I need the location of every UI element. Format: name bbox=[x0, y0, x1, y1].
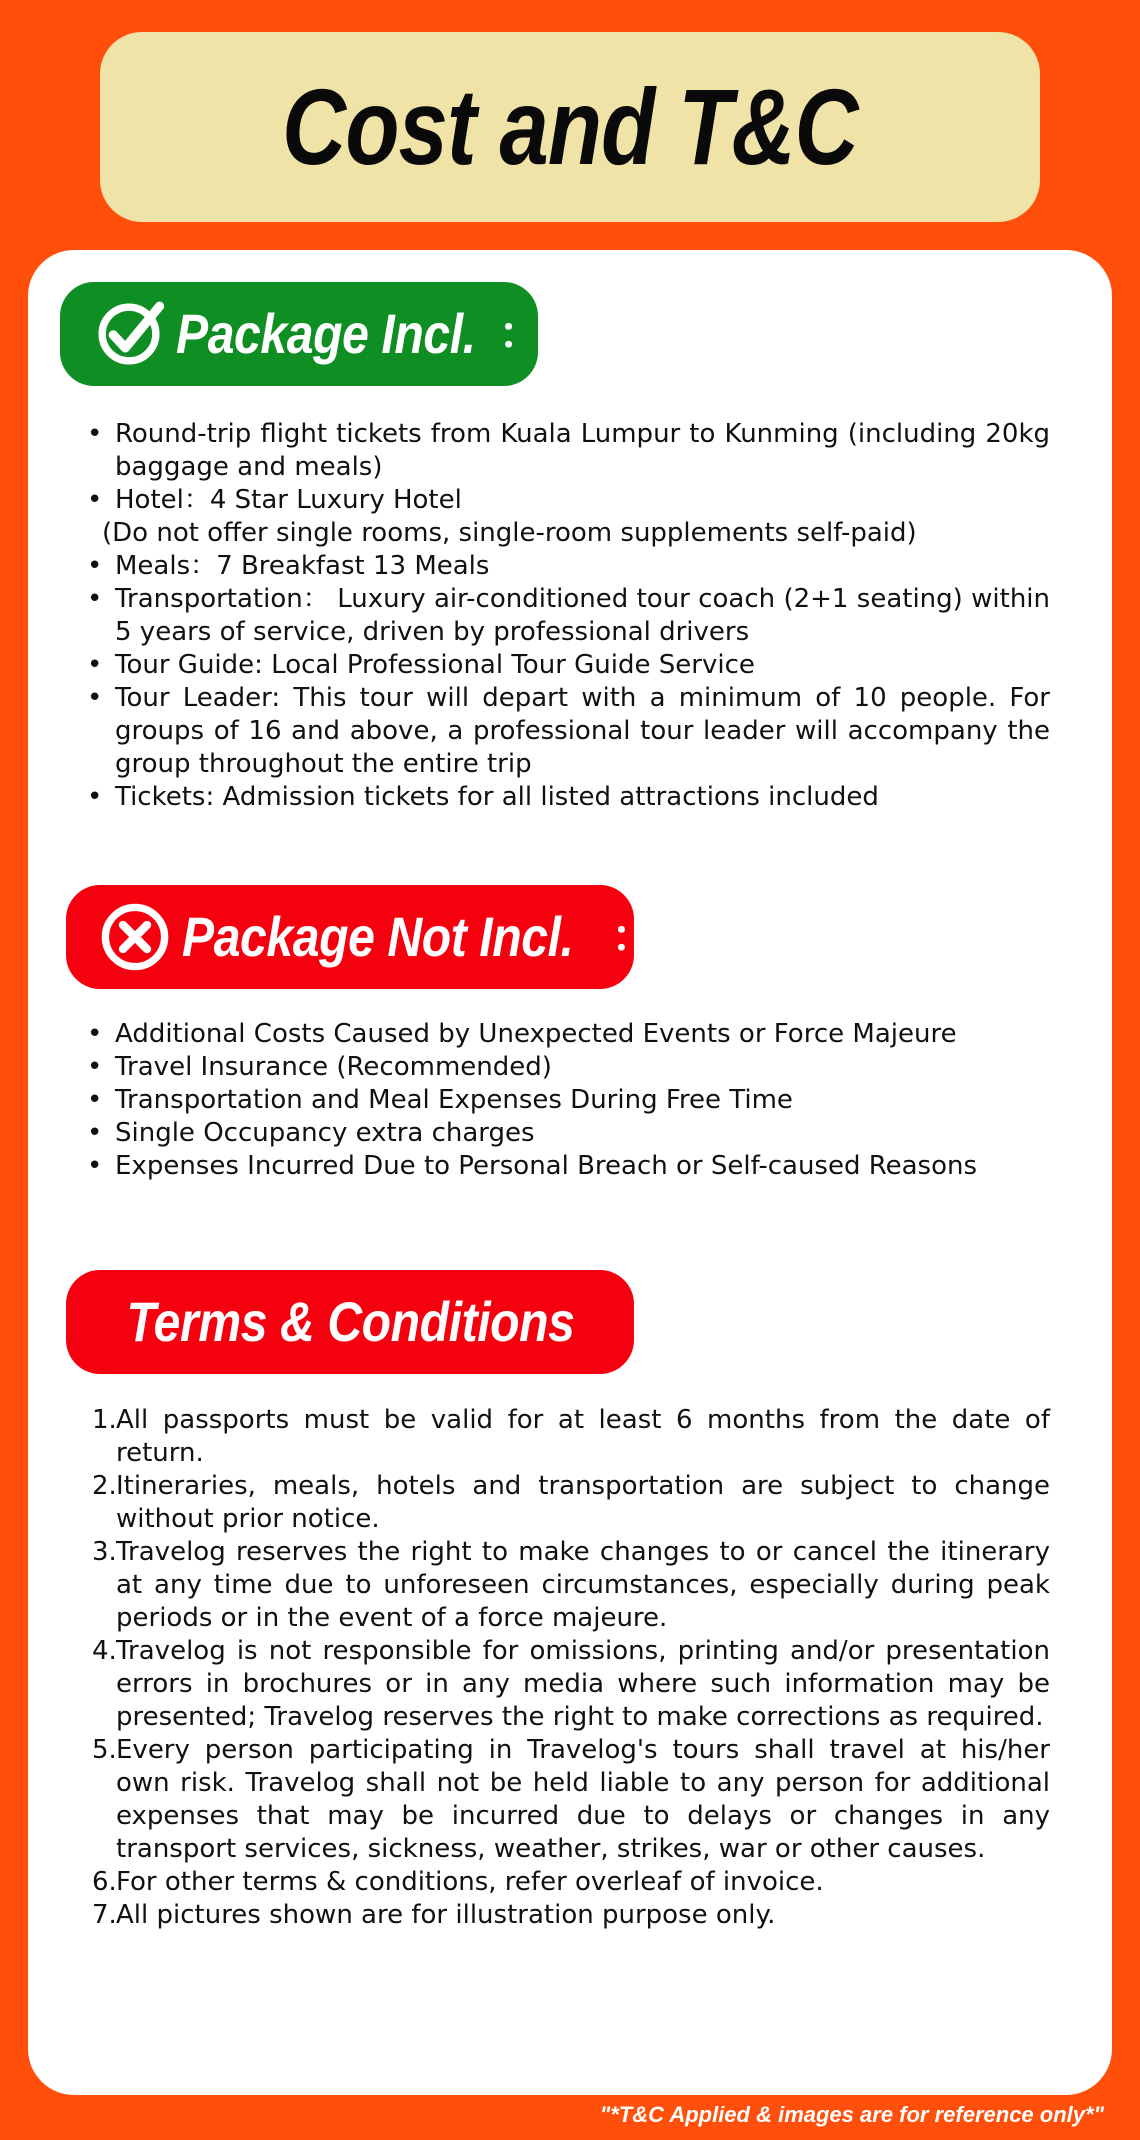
term-text: All pictures shown are for illustration purpose only. bbox=[116, 1900, 776, 1930]
not-included-item-force-majeure: Additional Costs Caused by Unexpected Events or Force Majeure bbox=[115, 1019, 957, 1049]
list-item bbox=[60, 1084, 1050, 1117]
not-included-item-insurance: Travel Insurance (Recommended) bbox=[115, 1052, 552, 1082]
package-included-title: Package Incl. bbox=[176, 302, 476, 365]
reference-disclaimer: "*T&C Applied & images are for reference only*" bbox=[599, 2102, 1104, 2127]
included-item-tour-guide: Tour Guide: Local Professional Tour Guide Service bbox=[115, 650, 755, 680]
terms-item bbox=[66, 1404, 1050, 1470]
package-included-list bbox=[60, 418, 1050, 814]
list-item bbox=[60, 484, 1050, 550]
list-item bbox=[60, 583, 1050, 649]
package-not-included-heading bbox=[66, 885, 656, 989]
cost-terms-card bbox=[28, 250, 1112, 2095]
terms-item bbox=[66, 1635, 1050, 1734]
terms-item bbox=[66, 1899, 1050, 1932]
list-item bbox=[60, 649, 1050, 682]
terms-heading bbox=[66, 1270, 634, 1374]
terms-item bbox=[66, 1866, 1050, 1899]
list-item bbox=[60, 1018, 1050, 1051]
list-item bbox=[60, 550, 1050, 583]
term-number: 2. bbox=[92, 1471, 117, 1501]
term-text: Itineraries, meals, hotels and transportation are subject to change without prior notice. bbox=[116, 1471, 1050, 1534]
list-item bbox=[60, 781, 1050, 814]
list-item bbox=[60, 1117, 1050, 1150]
package-not-included-title: Package Not Incl. bbox=[182, 905, 574, 968]
check-circle-icon bbox=[92, 297, 166, 371]
term-number: 4. bbox=[92, 1636, 117, 1666]
page-title: Cost and T&C bbox=[282, 66, 858, 187]
included-item-tour-leader: Tour Leader: This tour will depart with a minimum of 10 people. For groups of 16 and above, a professional tour leader will accompany the group throughout the entire trip bbox=[115, 683, 1050, 779]
package-included-heading bbox=[60, 282, 543, 386]
term-number: 6. bbox=[92, 1867, 117, 1897]
term-text: Every person participating in Travelog's tours shall travel at his/her own risk. Travelog shall not be held liable to any person for additional expenses that may be incurred due to delays or changes in any transport services, sickness, weather, strikes, war or other causes. bbox=[116, 1735, 1050, 1864]
terms-item bbox=[66, 1734, 1050, 1866]
terms-item bbox=[66, 1536, 1050, 1635]
package-not-included-colon: ： bbox=[611, 911, 656, 962]
package-included-colon: ： bbox=[498, 308, 543, 359]
terms-list bbox=[66, 1404, 1050, 1932]
included-item-tickets: Tickets: Admission tickets for all listed attractions included bbox=[115, 782, 879, 812]
package-not-included-list bbox=[60, 1018, 1050, 1183]
terms-title: Terms & Conditions bbox=[125, 1290, 575, 1353]
included-item-hotel: Hotel：4 Star Luxury Hotel bbox=[115, 485, 462, 515]
not-included-item-personal-breach: Expenses Incurred Due to Personal Breach or Self-caused Reasons bbox=[115, 1151, 978, 1181]
list-item bbox=[60, 682, 1050, 781]
term-number: 3. bbox=[92, 1537, 117, 1567]
term-number: 7. bbox=[92, 1900, 117, 1930]
term-text: Travelog reserves the right to make changes to or cancel the itinerary at any time due to unforeseen circumstances, especially during peak periods or in the event of a force majeure. bbox=[116, 1537, 1050, 1633]
x-circle-icon bbox=[98, 900, 172, 974]
term-text: For other terms & conditions, refer overleaf of invoice. bbox=[116, 1867, 824, 1897]
terms-item bbox=[66, 1470, 1050, 1536]
term-number: 1. bbox=[92, 1405, 117, 1435]
term-text: Travelog is not responsible for omissions, printing and/or presentation errors in brochures or in any media where such information may be presented; Travelog reserves the right to make corrections as required. bbox=[116, 1636, 1050, 1732]
included-item-flight: Round-trip flight tickets from Kuala Lumpur to Kunming (including 20kg baggage and meals) bbox=[115, 419, 1050, 482]
not-included-item-free-time: Transportation and Meal Expenses During Free Time bbox=[115, 1085, 793, 1115]
title-banner bbox=[100, 32, 1040, 222]
included-item-meals: Meals：7 Breakfast 13 Meals bbox=[115, 551, 490, 581]
list-item bbox=[60, 418, 1050, 484]
term-text: All passports must be valid for at least 6 months from the date of return. bbox=[116, 1405, 1050, 1468]
not-included-item-single-occupancy: Single Occupancy extra charges bbox=[115, 1118, 535, 1148]
hotel-note: (Do not offer single rooms, single-room supplements self-paid) bbox=[102, 518, 917, 548]
term-number: 5. bbox=[92, 1735, 117, 1765]
list-item bbox=[60, 1150, 1050, 1183]
list-item bbox=[60, 1051, 1050, 1084]
included-item-transportation: Transportation： Luxury air-conditioned tour coach (2+1 seating) within 5 years of service, driven by professional drivers bbox=[115, 584, 1050, 647]
